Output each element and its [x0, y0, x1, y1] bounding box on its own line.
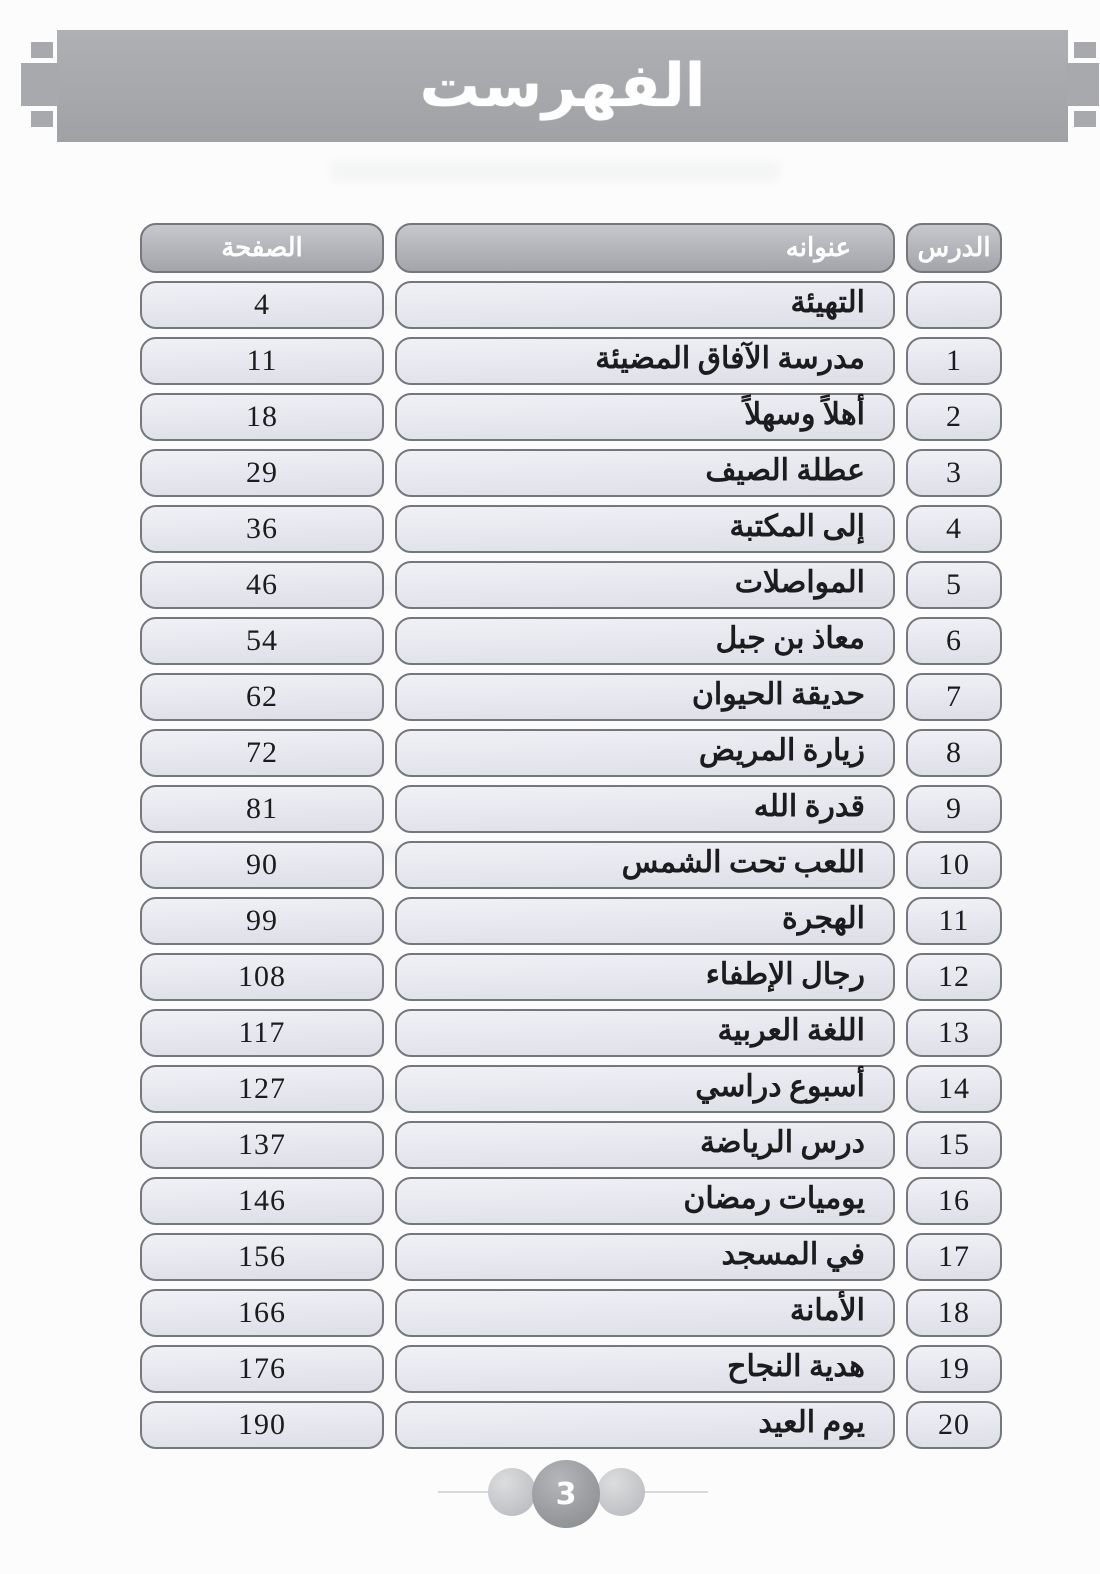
footer-circle-right [597, 1468, 645, 1516]
lesson-title: في المسجد [721, 1238, 865, 1271]
lesson-number-cell [906, 729, 1002, 777]
lesson-number-cell [906, 953, 1002, 1001]
lesson-title-cell [395, 1065, 895, 1113]
lesson-number: 5 [946, 568, 962, 601]
table-row [140, 953, 1002, 1001]
page-number-cell [140, 561, 384, 609]
lesson-number: 9 [946, 792, 962, 825]
table-row [140, 1009, 1002, 1057]
banner-decoration-right [1066, 63, 1099, 106]
table-row [140, 393, 1002, 441]
lesson-title-cell [395, 1177, 895, 1225]
lesson-number: 18 [938, 1296, 970, 1329]
lesson-title: اللعب تحت الشمس [621, 846, 865, 879]
page-number-cell [140, 617, 384, 665]
table-row [140, 1065, 1002, 1113]
banner-decoration-left [21, 63, 59, 106]
page-number: 146 [238, 1184, 286, 1217]
table-row [140, 1401, 1002, 1449]
page-number-cell [140, 449, 384, 497]
page-number: 72 [246, 736, 278, 769]
lesson-title-cell [395, 673, 895, 721]
page-number: 54 [246, 624, 278, 657]
lesson-title: اللغة العربية [717, 1014, 865, 1047]
banner-decoration-left [31, 111, 53, 127]
table-row [140, 505, 1002, 553]
page-number-badge [532, 1460, 600, 1528]
page-number: 108 [238, 960, 286, 993]
lesson-number: 17 [938, 1240, 970, 1273]
lesson-number: 11 [938, 904, 970, 937]
table-row [140, 1177, 1002, 1225]
lesson-number-cell [906, 841, 1002, 889]
lesson-title: إلى المكتبة [729, 510, 865, 543]
page-number-footer: 3 [555, 1476, 577, 1512]
lesson-number: 8 [946, 736, 962, 769]
page-number-cell [140, 1177, 384, 1225]
lesson-title-cell [395, 1121, 895, 1169]
lesson-title-cell [395, 1345, 895, 1393]
lesson-column-header-label: الدرس [917, 233, 991, 262]
page-title: الفهرست [419, 51, 706, 121]
page-number-cell [140, 1233, 384, 1281]
page-number-cell [140, 953, 384, 1001]
page-number-cell [140, 1065, 384, 1113]
lesson-title: قدرة الله [753, 790, 865, 823]
lesson-number-cell [906, 897, 1002, 945]
bleed-through-artifact [330, 160, 780, 182]
lesson-title-cell [395, 841, 895, 889]
lesson-title: يوميات رمضان [683, 1182, 865, 1215]
lesson-number-cell [906, 1177, 1002, 1225]
lesson-title-cell [395, 1401, 895, 1449]
table-row [140, 897, 1002, 945]
page-number: 36 [246, 512, 278, 545]
page-number-cell [140, 785, 384, 833]
banner-decoration-right [1074, 42, 1096, 58]
page-number: 99 [246, 904, 278, 937]
page-number: 190 [238, 1408, 286, 1441]
page-number: 117 [238, 1016, 286, 1049]
lesson-title-cell [395, 897, 895, 945]
lesson-number-cell [906, 505, 1002, 553]
page-number-cell [140, 841, 384, 889]
table-row [140, 281, 1002, 329]
title-column-header [395, 223, 895, 273]
lesson-number-cell [906, 1009, 1002, 1057]
lesson-number: 12 [938, 960, 970, 993]
page-number-cell [140, 897, 384, 945]
lesson-number-cell [906, 673, 1002, 721]
lesson-title: الأمانة [789, 1294, 865, 1327]
table-row [140, 617, 1002, 665]
table-row [140, 785, 1002, 833]
lesson-number-cell [906, 449, 1002, 497]
lesson-title-cell [395, 393, 895, 441]
page-number-cell [140, 1121, 384, 1169]
lesson-title-cell [395, 561, 895, 609]
lesson-title: أسبوع دراسي [695, 1070, 865, 1103]
page-number: 29 [246, 456, 278, 489]
lesson-number: 4 [946, 512, 962, 545]
lesson-number-cell [906, 393, 1002, 441]
toc-header-row [140, 223, 1002, 273]
page-number-cell [140, 1345, 384, 1393]
page-number: 176 [238, 1352, 286, 1385]
lesson-title: التهيئة [790, 286, 865, 319]
lesson-title-cell [395, 1289, 895, 1337]
lesson-title: الهجرة [782, 902, 865, 935]
lesson-number-cell [906, 785, 1002, 833]
lesson-title: مدرسة الآفاق المضيئة [595, 342, 865, 375]
lesson-title: أهلاً وسهلاً [744, 398, 865, 431]
lesson-number: 3 [946, 456, 962, 489]
page-number: 137 [238, 1128, 286, 1161]
lesson-title: حديقة الحيوان [691, 678, 865, 711]
table-row [140, 1345, 1002, 1393]
page-number: 4 [254, 288, 270, 321]
lesson-number: 19 [938, 1352, 970, 1385]
title-column-header-label: عنوانه [785, 233, 851, 262]
page-number: 62 [246, 680, 278, 713]
lesson-number: 13 [938, 1016, 970, 1049]
lesson-title-cell [395, 1009, 895, 1057]
page-number-cell [140, 673, 384, 721]
table-row [140, 729, 1002, 777]
page-number: 46 [246, 568, 278, 601]
table-row [140, 1233, 1002, 1281]
lesson-title: المواصلات [734, 566, 865, 599]
lesson-title: عطلة الصيف [705, 454, 865, 487]
lesson-number-cell [906, 1401, 1002, 1449]
lesson-number: 14 [938, 1072, 970, 1105]
lesson-title-cell [395, 1233, 895, 1281]
lesson-column-header [906, 223, 1002, 273]
lesson-title-cell [395, 785, 895, 833]
lesson-number: 2 [946, 400, 962, 433]
lesson-number-cell [906, 561, 1002, 609]
lesson-number-cell [906, 337, 1002, 385]
lesson-title-cell [395, 337, 895, 385]
lesson-number-cell [906, 1233, 1002, 1281]
lesson-title-cell [395, 953, 895, 1001]
lesson-title-cell [395, 449, 895, 497]
page-number-cell [140, 505, 384, 553]
banner-decoration-left [31, 42, 53, 58]
table-row [140, 673, 1002, 721]
page-number: 90 [246, 848, 278, 881]
page-number: 156 [238, 1240, 286, 1273]
page-number-cell [140, 337, 384, 385]
page-number: 81 [246, 792, 278, 825]
lesson-number: 10 [938, 848, 970, 881]
lesson-title-cell [395, 505, 895, 553]
banner-decoration-right [1074, 111, 1096, 127]
lesson-title: زيارة المريض [698, 734, 865, 767]
toc-table [140, 223, 1002, 1449]
page-number: 11 [246, 344, 278, 377]
lesson-number-cell [906, 1289, 1002, 1337]
table-row [140, 561, 1002, 609]
lesson-number-cell [906, 1345, 1002, 1393]
lesson-number: 16 [938, 1184, 970, 1217]
toc-rows-container [140, 281, 1002, 1449]
page-number: 166 [238, 1296, 286, 1329]
lesson-number-cell [906, 1065, 1002, 1113]
table-row [140, 449, 1002, 497]
table-row [140, 337, 1002, 385]
page-number-cell [140, 1289, 384, 1337]
page-number-cell [140, 1401, 384, 1449]
page-column-header-label: الصفحة [221, 233, 303, 262]
page-column-header [140, 223, 384, 273]
lesson-title: يوم العيد [758, 1406, 865, 1439]
page-number-cell [140, 281, 384, 329]
page-number: 18 [246, 400, 278, 433]
lesson-title-cell [395, 281, 895, 329]
lesson-number-cell [906, 1121, 1002, 1169]
lesson-number: 1 [946, 344, 962, 377]
header-banner [57, 30, 1068, 142]
page-number-cell [140, 1009, 384, 1057]
page-number: 127 [238, 1072, 286, 1105]
lesson-title: درس الرياضة [699, 1126, 865, 1159]
lesson-number: 6 [946, 624, 962, 657]
lesson-number: 7 [946, 680, 962, 713]
lesson-title: معاذ بن جبل [715, 622, 865, 655]
lesson-title-cell [395, 729, 895, 777]
table-row [140, 1121, 1002, 1169]
page-number-cell [140, 729, 384, 777]
lesson-number: 20 [938, 1408, 970, 1441]
lesson-number-cell [906, 281, 1002, 329]
lesson-title: رجال الإطفاء [705, 958, 865, 991]
lesson-number: 15 [938, 1128, 970, 1161]
table-row [140, 1289, 1002, 1337]
lesson-number-cell [906, 617, 1002, 665]
lesson-title: هدية النجاح [727, 1350, 865, 1383]
table-row [140, 841, 1002, 889]
lesson-title-cell [395, 617, 895, 665]
footer-circle-left [488, 1468, 536, 1516]
page-number-cell [140, 393, 384, 441]
